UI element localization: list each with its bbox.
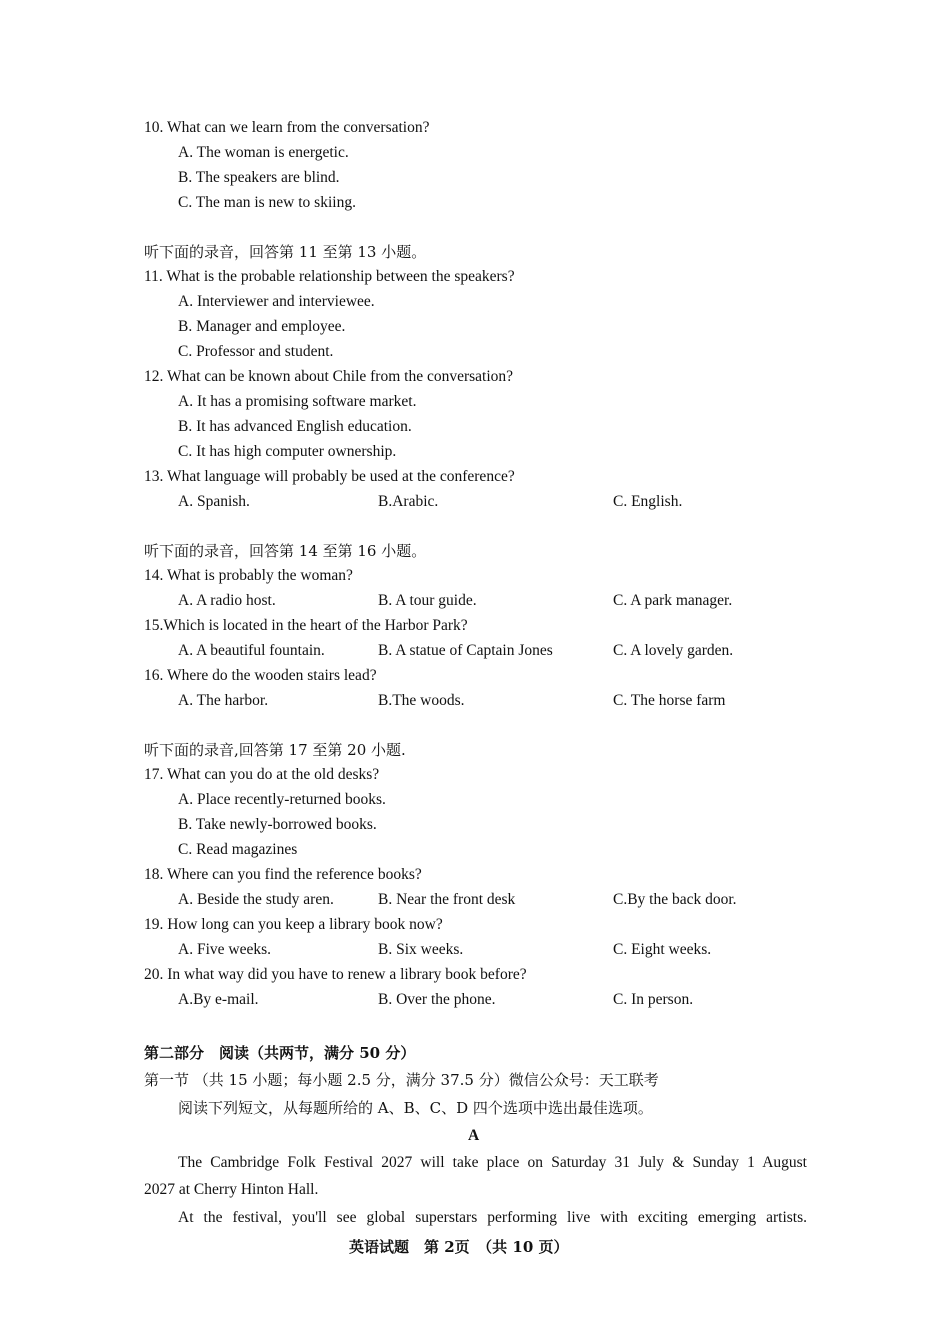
q12-stem: 12. What can be known about Chile from the conversation?: [144, 368, 514, 385]
q14-option-a: A. A radio host.: [178, 592, 276, 609]
q13-option-b: B.Arabic.: [378, 493, 439, 510]
q16-option-b: B.The woods.: [378, 692, 465, 709]
q20-option-b: B. Over the phone.: [378, 991, 496, 1008]
q19-option-b: B. Six weeks.: [378, 941, 464, 958]
q16-stem: 16. Where do the wooden stairs lead?: [144, 667, 377, 684]
page-footer: 英语试题 第 2页 （共 10 页）: [349, 1238, 569, 1256]
q15-stem: 15.Which is located in the heart of the Harbor Park?: [144, 617, 468, 634]
q15-option-a: A. A beautiful fountain.: [178, 642, 325, 659]
passage-p2-line1: At the festival, you'll see global superstars performing live with exciting emerging artists.: [178, 1209, 807, 1226]
q13-stem: 13. What language will probably be used at the conference?: [144, 468, 515, 485]
q16-option-a: A. The harbor.: [178, 692, 269, 709]
q13-option-a: A. Spanish.: [178, 493, 250, 510]
passage-label: A: [468, 1127, 480, 1144]
q18-option-b: B. Near the front desk: [378, 891, 516, 908]
q17-option-c: C. Read magazines: [178, 841, 298, 858]
q20-stem: 20. In what way did you have to renew a library book before?: [144, 966, 527, 983]
q17-option-b: B. Take newly-borrowed books.: [178, 816, 377, 833]
q10-option-c: C. The man is new to skiing.: [178, 194, 356, 211]
q14-stem: 14. What is probably the woman?: [144, 567, 353, 584]
q10-option-a: A. The woman is energetic.: [178, 144, 349, 161]
q15-option-c: C. A lovely garden.: [613, 642, 734, 659]
instruction-11-13: 听下面的录音，回答第 11 至第 13 小题。: [144, 243, 427, 261]
part2-section1: 第一节 （共 15 小题；每小题 2.5 分，满分 37.5 分）微信公众号：天工联考: [144, 1071, 659, 1089]
q10-stem: 10. What can we learn from the conversation?: [144, 119, 430, 136]
q18-option-c: C.By the back door.: [613, 891, 737, 908]
part2-heading: 第二部分 阅读（共两节，满分 50 分）: [144, 1044, 416, 1062]
q19-option-a: A. Five weeks.: [178, 941, 271, 958]
q20-option-c: C. In person.: [613, 991, 694, 1008]
q11-stem: 11. What is the probable relationship between the speakers?: [144, 268, 515, 285]
q12-option-b: B. It has advanced English education.: [178, 418, 412, 435]
q12-option-c: C. It has high computer ownership.: [178, 443, 397, 460]
q13-option-c: C. English.: [613, 493, 683, 510]
q14-option-b: B. A tour guide.: [378, 592, 477, 609]
q17-stem: 17. What can you do at the old desks?: [144, 766, 380, 783]
part2-instruction: 阅读下列短文，从每题所给的 A、B、C、D 四个选项中选出最佳选项。: [178, 1099, 653, 1117]
q14-option-c: C. A park manager.: [613, 592, 733, 609]
q20-option-a: A.By e-mail.: [178, 991, 259, 1008]
instruction-17-20: 听下面的录音,回答第 17 至第 20 小题.: [144, 741, 406, 759]
q18-option-a: A. Beside the study aren.: [178, 891, 334, 908]
q18-stem: 18. Where can you find the reference books?: [144, 866, 422, 883]
instruction-14-16: 听下面的录音，回答第 14 至第 16 小题。: [144, 542, 427, 560]
passage-p1-line2: 2027 at Cherry Hinton Hall.: [144, 1181, 319, 1198]
q17-option-a: A. Place recently-returned books.: [178, 791, 386, 808]
q19-option-c: C. Eight weeks.: [613, 941, 712, 958]
q16-option-c: C. The horse farm: [613, 692, 726, 709]
q11-option-b: B. Manager and employee.: [178, 318, 346, 335]
q10-option-b: B. The speakers are blind.: [178, 169, 340, 186]
q11-option-a: A. Interviewer and interviewee.: [178, 293, 375, 310]
q11-option-c: C. Professor and student.: [178, 343, 334, 360]
q19-stem: 19. How long can you keep a library book now?: [144, 916, 443, 933]
q15-option-b: B. A statue of Captain Jones: [378, 642, 553, 659]
q12-option-a: A. It has a promising software market.: [178, 393, 417, 410]
passage-p1-line1: The Cambridge Folk Festival 2027 will take place on Saturday 31 July & Sunday 1 August: [178, 1154, 807, 1171]
